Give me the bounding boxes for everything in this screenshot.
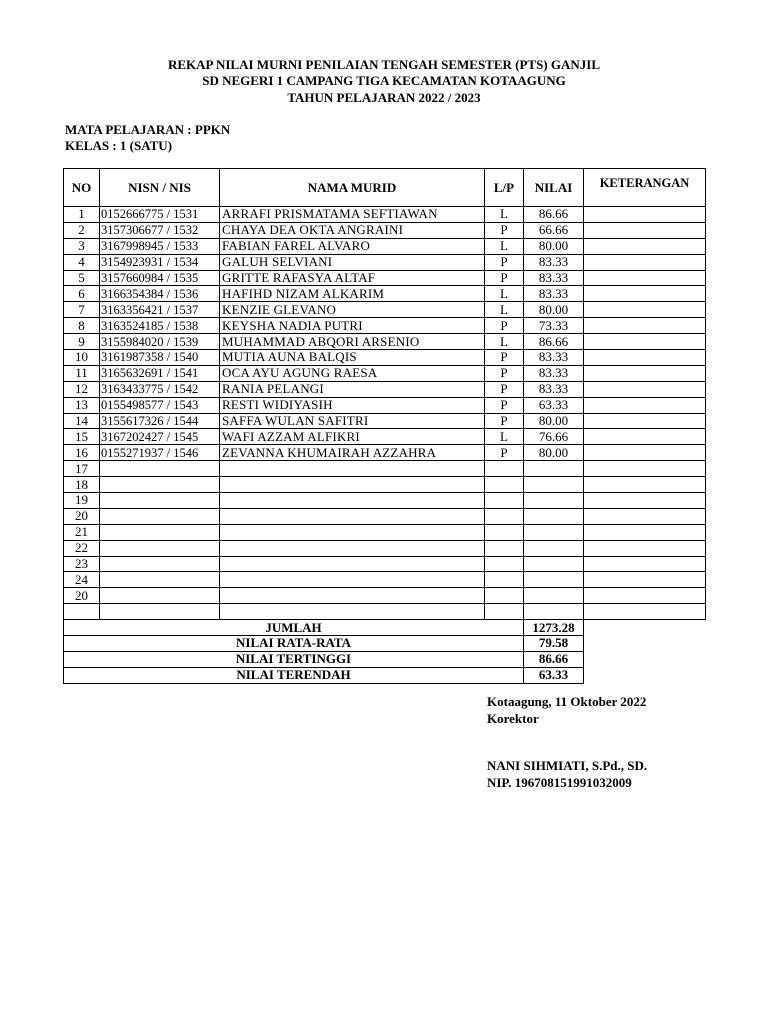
cell-lp: P — [485, 350, 524, 366]
cell-keterangan — [584, 572, 706, 588]
summary-value: 1273.28 — [524, 620, 584, 636]
summary-label: NILAI RATA-RATA — [64, 636, 524, 652]
cell-no: 12 — [64, 381, 100, 397]
cell-keterangan — [584, 286, 706, 302]
column-header-name: NAMA MURID — [220, 169, 485, 207]
cell-no: 6 — [64, 286, 100, 302]
cell-no: 3 — [64, 238, 100, 254]
cell-no: 19 — [64, 493, 100, 509]
cell-no: 5 — [64, 270, 100, 286]
cell-nisn: 0155271937 / 1546 — [100, 445, 220, 461]
cell-no: 10 — [64, 350, 100, 366]
table-row — [64, 461, 706, 477]
cell-nisn: 3167202427 / 1545 — [100, 429, 220, 445]
cell-nisn: 3165632691 / 1541 — [100, 365, 220, 381]
summary-row — [64, 651, 706, 667]
summary-empty — [584, 620, 706, 636]
summary-row — [64, 667, 706, 683]
cell-no: 9 — [64, 334, 100, 350]
cell-name: GALUH SELVIANI — [220, 254, 485, 270]
cell-keterangan — [584, 556, 706, 572]
cell-keterangan — [584, 270, 706, 286]
cell-nisn: 3161987358 / 1540 — [100, 350, 220, 366]
table-row — [64, 508, 706, 524]
cell-no: 11 — [64, 365, 100, 381]
table-row — [64, 429, 706, 445]
cell-nilai: 83.33 — [524, 254, 584, 270]
cell-name: MUTIA AUNA BALQIS — [220, 350, 485, 366]
table-header-row — [64, 169, 706, 207]
summary-empty — [584, 636, 706, 652]
cell-nisn — [100, 477, 220, 493]
summary-empty — [584, 651, 706, 667]
cell-name — [220, 461, 485, 477]
cell-nisn: 3154923931 / 1534 — [100, 254, 220, 270]
signature-name: NANI SIHMIATI, S.Pd., SD. — [487, 758, 648, 773]
cell-name — [220, 477, 485, 493]
summary-empty — [584, 667, 706, 683]
table-row — [64, 238, 706, 254]
cell-lp — [485, 524, 524, 540]
cell-lp — [485, 588, 524, 604]
column-header-nisn: NISN / NIS — [100, 169, 220, 207]
table-row — [64, 270, 706, 286]
cell-nisn — [100, 588, 220, 604]
cell-name: OCA AYU AGUNG RAESA — [220, 365, 485, 381]
cell-nisn — [100, 524, 220, 540]
cell-lp: L — [485, 429, 524, 445]
cell-nilai — [524, 461, 584, 477]
summary-label: NILAI TERTINGGI — [64, 651, 524, 667]
cell-nilai — [524, 556, 584, 572]
cell-nisn — [100, 572, 220, 588]
cell-keterangan — [584, 334, 706, 350]
cell-name — [220, 588, 485, 604]
cell-nilai: 83.33 — [524, 270, 584, 286]
cell-name: KEYSHA NADIA PUTRI — [220, 318, 485, 334]
cell-lp: L — [485, 207, 524, 223]
cell-name: RESTI WIDIYASIH — [220, 397, 485, 413]
signature-role: Korektor — [487, 711, 539, 726]
cell-lp: P — [485, 397, 524, 413]
cell-keterangan — [584, 493, 706, 509]
cell-nisn — [100, 493, 220, 509]
summary-label: JUMLAH — [64, 620, 524, 636]
cell-keterangan — [584, 254, 706, 270]
cell-no — [64, 604, 100, 620]
cell-nilai — [524, 540, 584, 556]
cell-nisn: 3167998945 / 1533 — [100, 238, 220, 254]
cell-keterangan — [584, 302, 706, 318]
cell-lp: L — [485, 286, 524, 302]
cell-name — [220, 556, 485, 572]
cell-no: 22 — [64, 540, 100, 556]
cell-no: 15 — [64, 429, 100, 445]
table-row — [64, 254, 706, 270]
cell-lp: P — [485, 254, 524, 270]
cell-no: 8 — [64, 318, 100, 334]
cell-name: FABIAN FAREL ALVARO — [220, 238, 485, 254]
table-row — [64, 381, 706, 397]
cell-nilai: 83.33 — [524, 286, 584, 302]
table-row — [64, 413, 706, 429]
cell-name: WAFI AZZAM ALFIKRI — [220, 429, 485, 445]
cell-keterangan — [584, 413, 706, 429]
summary-row — [64, 636, 706, 652]
cell-name — [220, 540, 485, 556]
cell-nilai: 83.33 — [524, 350, 584, 366]
cell-nilai: 63.33 — [524, 397, 584, 413]
table-row — [64, 556, 706, 572]
cell-lp — [485, 540, 524, 556]
column-header-lp: L/P — [485, 169, 524, 207]
cell-nilai: 80.00 — [524, 238, 584, 254]
cell-keterangan — [584, 397, 706, 413]
cell-keterangan — [584, 508, 706, 524]
cell-nisn: 3155984020 / 1539 — [100, 334, 220, 350]
cell-nilai: 83.33 — [524, 365, 584, 381]
cell-nilai — [524, 588, 584, 604]
cell-lp: L — [485, 238, 524, 254]
summary-value: 79.58 — [524, 636, 584, 652]
cell-keterangan — [584, 222, 706, 238]
cell-nisn: 3163356421 / 1537 — [100, 302, 220, 318]
cell-lp: L — [485, 334, 524, 350]
table-summary — [64, 620, 706, 684]
cell-keterangan — [584, 461, 706, 477]
cell-no: 21 — [64, 524, 100, 540]
table-row — [64, 604, 706, 620]
cell-name — [220, 524, 485, 540]
cell-nisn: 3157660984 / 1535 — [100, 270, 220, 286]
cell-lp — [485, 508, 524, 524]
column-header-no: NO — [64, 169, 100, 207]
cell-no: 4 — [64, 254, 100, 270]
cell-lp: P — [485, 365, 524, 381]
cell-nisn: 3163433775 / 1542 — [100, 381, 220, 397]
table-row — [64, 318, 706, 334]
cell-keterangan — [584, 381, 706, 397]
cell-name: MUHAMMAD ABQORI ARSENIO — [220, 334, 485, 350]
cell-lp: P — [485, 413, 524, 429]
cell-nilai: 73.33 — [524, 318, 584, 334]
table-row — [64, 477, 706, 493]
cell-name: CHAYA DEA OKTA ANGRAINI — [220, 222, 485, 238]
cell-nisn: 0155498577 / 1543 — [100, 397, 220, 413]
cell-nisn: 3155617326 / 1544 — [100, 413, 220, 429]
document-title-line-2: SD NEGERI 1 CAMPANG TIGA KECAMATAN KOTAAGUNG — [202, 73, 566, 88]
table-row — [64, 207, 706, 223]
cell-lp: L — [485, 302, 524, 318]
cell-lp — [485, 477, 524, 493]
cell-name: KENZIE GLEVANO — [220, 302, 485, 318]
table-row — [64, 302, 706, 318]
cell-no: 17 — [64, 461, 100, 477]
signature-nip: NIP. 196708151991032009 — [487, 775, 632, 790]
cell-nilai: 86.66 — [524, 207, 584, 223]
table-row — [64, 350, 706, 366]
cell-keterangan — [584, 365, 706, 381]
cell-no: 18 — [64, 477, 100, 493]
table-row — [64, 286, 706, 302]
cell-no: 13 — [64, 397, 100, 413]
cell-nisn — [100, 540, 220, 556]
cell-nilai: 86.66 — [524, 334, 584, 350]
cell-keterangan — [584, 238, 706, 254]
signature-place-date: Kotaagung, 11 Oktober 2022 — [487, 694, 647, 709]
cell-lp — [485, 572, 524, 588]
cell-lp — [485, 493, 524, 509]
cell-lp: P — [485, 270, 524, 286]
cell-nilai — [524, 524, 584, 540]
table-row — [64, 540, 706, 556]
cell-nisn — [100, 556, 220, 572]
cell-nilai — [524, 572, 584, 588]
cell-lp: P — [485, 318, 524, 334]
class-label: KELAS : 1 (SATU) — [65, 138, 173, 153]
cell-no: 2 — [64, 222, 100, 238]
cell-keterangan — [584, 477, 706, 493]
cell-nilai: 80.00 — [524, 302, 584, 318]
document-title-line-1: REKAP NILAI MURNI PENILAIAN TENGAH SEMESTER (PTS) GANJIL — [167, 57, 601, 72]
cell-nisn: 3166354384 / 1536 — [100, 286, 220, 302]
cell-name — [220, 493, 485, 509]
cell-name: ARRAFI PRISMATAMA SEFTIAWAN — [220, 207, 485, 223]
table-row — [64, 222, 706, 238]
subject-label: MATA PELAJARAN : PPKN — [65, 122, 231, 137]
cell-no: 16 — [64, 445, 100, 461]
table-row — [64, 524, 706, 540]
cell-nilai: 80.00 — [524, 445, 584, 461]
cell-no: 7 — [64, 302, 100, 318]
grades-table — [63, 168, 706, 684]
cell-keterangan — [584, 207, 706, 223]
cell-keterangan — [584, 445, 706, 461]
summary-value: 86.66 — [524, 651, 584, 667]
cell-keterangan — [584, 540, 706, 556]
cell-lp: P — [485, 445, 524, 461]
cell-keterangan — [584, 524, 706, 540]
table-row — [64, 334, 706, 350]
summary-row — [64, 620, 706, 636]
summary-label: NILAI TERENDAH — [64, 667, 524, 683]
column-header-nilai: NILAI — [524, 169, 584, 207]
cell-nilai: 76.66 — [524, 429, 584, 445]
cell-keterangan — [584, 318, 706, 334]
table-row — [64, 397, 706, 413]
cell-no: 20 — [64, 508, 100, 524]
cell-nisn: 3163524185 / 1538 — [100, 318, 220, 334]
cell-nisn: 0152666775 / 1531 — [100, 207, 220, 223]
table-row — [64, 572, 706, 588]
summary-value: 63.33 — [524, 667, 584, 683]
cell-lp — [485, 604, 524, 620]
cell-no: 23 — [64, 556, 100, 572]
cell-lp: P — [485, 381, 524, 397]
cell-nilai — [524, 604, 584, 620]
cell-nilai: 66.66 — [524, 222, 584, 238]
cell-nilai — [524, 477, 584, 493]
cell-name — [220, 508, 485, 524]
cell-name: RANIA PELANGI — [220, 381, 485, 397]
cell-no: 14 — [64, 413, 100, 429]
cell-lp: P — [485, 222, 524, 238]
cell-name: ZEVANNA KHUMAIRAH AZZAHRA — [220, 445, 485, 461]
cell-keterangan — [584, 604, 706, 620]
table-row — [64, 445, 706, 461]
table-body — [64, 207, 706, 620]
cell-name: HAFIHD NIZAM ALKARIM — [220, 286, 485, 302]
column-header-keterangan: KETERANGAN — [584, 169, 706, 207]
cell-keterangan — [584, 588, 706, 604]
cell-nisn: 3157306677 / 1532 — [100, 222, 220, 238]
cell-nisn — [100, 508, 220, 524]
document-title-line-3: TAHUN PELAJARAN 2022 / 2023 — [287, 90, 481, 105]
table-row — [64, 365, 706, 381]
cell-nisn — [100, 604, 220, 620]
cell-keterangan — [584, 429, 706, 445]
cell-nisn — [100, 461, 220, 477]
cell-name — [220, 572, 485, 588]
cell-nilai — [524, 493, 584, 509]
cell-nilai: 80.00 — [524, 413, 584, 429]
cell-name: SAFFA WULAN SAFITRI — [220, 413, 485, 429]
cell-name — [220, 604, 485, 620]
cell-lp — [485, 556, 524, 572]
cell-lp — [485, 461, 524, 477]
cell-name: GRITTE RAFASYA ALTAF — [220, 270, 485, 286]
table-row — [64, 588, 706, 604]
cell-nilai — [524, 508, 584, 524]
cell-no: 1 — [64, 207, 100, 223]
cell-nilai: 83.33 — [524, 381, 584, 397]
cell-no: 20 — [64, 588, 100, 604]
cell-no: 24 — [64, 572, 100, 588]
cell-keterangan — [584, 350, 706, 366]
table-row — [64, 493, 706, 509]
